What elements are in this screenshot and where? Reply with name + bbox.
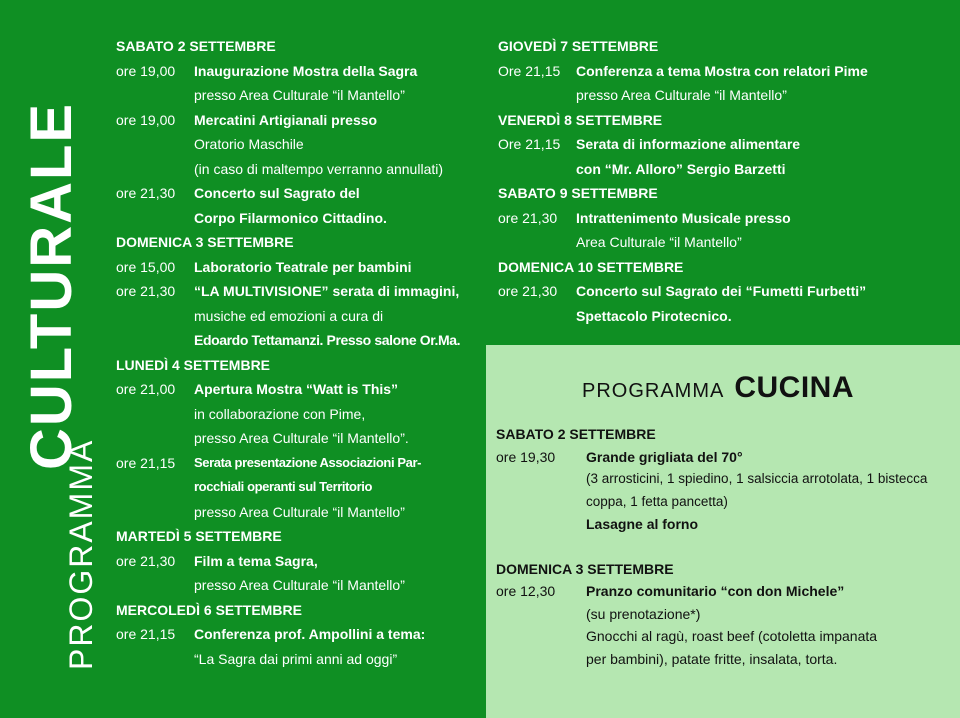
day-heading: LUNEDÌ 4 SETTEMBRE xyxy=(116,356,271,373)
event-time: ore 21,00 xyxy=(116,381,176,397)
menu-time: ore 19,30 xyxy=(496,448,556,465)
cucina-title-small: PROGRAMMA xyxy=(582,380,725,402)
menu-line: Grande grigliata del 70° xyxy=(586,448,743,465)
event-line: presso Area Culturale “il Mantello” xyxy=(194,87,405,103)
event-row xyxy=(116,451,486,525)
event-line: Oratorio Maschile xyxy=(194,136,304,152)
day-heading: DOMENICA 3 SETTEMBRE xyxy=(496,560,674,577)
event-time: ore 21,30 xyxy=(116,552,176,569)
event-line: Concerto sul Sagrato dei “Fumetti Furbetti” xyxy=(576,283,867,299)
event-line: Apertura Mostra “Watt is This” xyxy=(194,381,399,397)
event-line: presso Area Culturale “il Mantello” xyxy=(576,87,787,103)
event-line: Corpo Filarmonico Cittadino. xyxy=(194,209,387,226)
event-line: Conferenza a tema Mostra con relatori Pime xyxy=(576,62,868,79)
event-row xyxy=(498,279,958,328)
menu-time: ore 12,30 xyxy=(496,583,556,599)
event-time: ore 21,15 xyxy=(116,626,176,642)
day-heading: MARTEDÌ 5 SETTEMBRE xyxy=(116,528,282,544)
event-line: presso Area Culturale “il Mantello”. xyxy=(194,430,409,446)
event-line: Edoardo Tettamanzi. Presso salone Or.Ma. xyxy=(194,332,461,348)
event-time: ore 19,00 xyxy=(116,111,176,128)
event-line: Laboratorio Teatrale per bambini xyxy=(194,258,412,275)
cucina-title xyxy=(582,371,854,405)
event-row xyxy=(498,132,958,181)
day-heading: DOMENICA 3 SETTEMBRE xyxy=(116,234,294,250)
day-heading: SABATO 2 SETTEMBRE xyxy=(116,38,276,54)
event-line: rocchiali operanti sul Territorio xyxy=(194,479,372,494)
spacer xyxy=(496,536,956,558)
event-line: Film a tema Sagra, xyxy=(194,552,318,569)
side-programma: PROGRAMMA xyxy=(63,438,99,670)
event-line: “La Sagra dai primi anni ad oggi” xyxy=(194,650,398,667)
menu-line: Pranzo comunitario “con don Michele” xyxy=(586,583,845,599)
event-row xyxy=(116,108,486,182)
culturale-left-column xyxy=(116,34,486,671)
event-time: ore 21,30 xyxy=(498,209,558,226)
day-heading: GIOVEDÌ 7 SETTEMBRE xyxy=(498,38,659,54)
menu-line: per bambini), patate fritte, insalata, torta. xyxy=(586,650,838,667)
event-row xyxy=(116,279,486,353)
side-title xyxy=(18,30,108,690)
event-line: Inaugurazione Mostra della Sagra xyxy=(194,62,418,79)
event-line: “LA MULTIVISIONE” serata di immagini, xyxy=(194,283,460,299)
event-time: ore 21,30 xyxy=(116,283,176,299)
day-heading: DOMENICA 10 SETTEMBRE xyxy=(498,258,684,275)
cucina-panel xyxy=(486,345,960,718)
event-time: ore 21,30 xyxy=(498,283,558,299)
event-time: Ore 21,15 xyxy=(498,62,561,79)
event-line: Serata di informazione alimentare xyxy=(576,136,801,152)
culturale-right-column xyxy=(498,34,958,328)
menu-line: (su prenotazione*) xyxy=(586,605,701,622)
menu-line: Lasagne al forno xyxy=(586,516,699,532)
menu-line: coppa, 1 fetta pancetta) xyxy=(586,493,728,509)
event-line: Conferenza prof. Ampollini a tema: xyxy=(194,626,426,642)
event-line: musiche ed emozioni a cura di xyxy=(194,307,384,324)
menu-line: (3 arrosticini, 1 spiedino, 1 salsiccia arrotolata, 1 bistecca xyxy=(586,471,928,486)
event-time: ore 15,00 xyxy=(116,258,176,275)
menu-line: Gnocchi al ragù, roast beef (cotoletta impanata xyxy=(586,628,878,644)
menu-row xyxy=(496,580,956,670)
event-line: in collaborazione con Pime, xyxy=(194,405,366,422)
day-heading: VENERDÌ 8 SETTEMBRE xyxy=(498,111,663,128)
event-row xyxy=(498,206,958,255)
event-line: Mercatini Artigianali presso xyxy=(194,111,378,128)
cucina-title-big: CUCINA xyxy=(734,371,855,404)
event-line: presso Area Culturale “il Mantello” xyxy=(194,503,405,520)
event-line: con “Mr. Alloro” Sergio Barzetti xyxy=(576,160,786,177)
day-heading: SABATO 2 SETTEMBRE xyxy=(496,426,656,442)
event-time: ore 21,30 xyxy=(116,185,176,201)
event-line: Intrattenimento Musicale presso xyxy=(576,209,791,226)
event-line: Area Culturale “il Mantello” xyxy=(576,234,742,250)
event-row xyxy=(498,59,958,108)
event-time: Ore 21,15 xyxy=(498,136,561,152)
menu-row xyxy=(496,446,956,536)
day-heading: SABATO 9 SETTEMBRE xyxy=(498,185,658,201)
event-time: ore 21,15 xyxy=(116,454,176,471)
event-line: Concerto sul Sagrato del xyxy=(194,185,360,201)
event-line: (in caso di maltempo verranno annullati) xyxy=(194,160,444,177)
event-line: presso Area Culturale “il Mantello” xyxy=(194,577,405,593)
event-row xyxy=(116,255,486,280)
event-row xyxy=(116,549,486,598)
event-time: ore 19,00 xyxy=(116,62,176,79)
cucina-body xyxy=(496,423,956,670)
side-culturale: CULTURALE xyxy=(19,101,84,470)
event-row xyxy=(116,59,486,108)
event-row xyxy=(116,377,486,451)
event-line: Serata presentazione Associazioni Par- xyxy=(194,454,422,470)
day-heading: MERCOLEDÌ 6 SETTEMBRE xyxy=(116,601,302,618)
event-line: Spettacolo Pirotecnico. xyxy=(576,307,732,324)
event-row xyxy=(116,181,486,230)
event-row xyxy=(116,622,486,671)
